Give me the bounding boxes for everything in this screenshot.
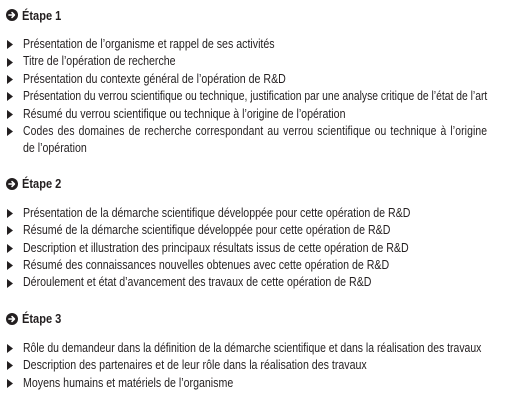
triangle-bullet-icon (6, 240, 23, 257)
list-item (6, 71, 517, 88)
list-item (6, 240, 517, 257)
step-2-title: Étape 2 (22, 176, 62, 192)
circle-arrow-right-icon (6, 9, 18, 21)
triangle-bullet-icon (6, 71, 23, 88)
list-item-text: Résumé de la démarche scientifique développée pour cette opération de R&D (23, 223, 391, 238)
triangle-bullet-icon (6, 375, 23, 392)
triangle-bullet-icon (6, 123, 23, 140)
list-item (6, 106, 517, 123)
step-1-title: Étape 1 (22, 7, 62, 23)
step-3-heading (6, 310, 517, 328)
list-item-text: Présentation de l’organisme et rappel de ses activités (23, 37, 275, 51)
triangle-bullet-icon (6, 340, 23, 357)
list-item (6, 205, 517, 222)
list-item (6, 357, 517, 374)
list-item (6, 274, 517, 291)
list-item-text: Présentation de la démarche scientifique développée pour cette opération de R&D (23, 205, 411, 220)
list-item-text: Présentation du contexte général de l’opération de R&D (23, 71, 286, 86)
list-item (6, 375, 517, 392)
list-item (6, 36, 517, 53)
list-item-text-line-1: Codes des domaines de recherche correspondant au verrou scientifique ou technique à l’origine (23, 124, 488, 139)
triangle-bullet-icon (6, 257, 23, 274)
list-item (6, 88, 517, 105)
triangle-bullet-icon (6, 53, 23, 70)
step-1-list (6, 36, 517, 158)
list-item-text: Description des partenaires et de leur rôle dans la réalisation des travaux (23, 358, 367, 373)
circle-arrow-right-icon (6, 178, 18, 190)
step-1-heading (6, 6, 517, 24)
step-3-title: Étape 3 (22, 311, 62, 327)
triangle-bullet-icon (6, 274, 23, 291)
list-item-text-line-2: de l’opération (23, 141, 87, 156)
triangle-bullet-icon (6, 88, 23, 105)
list-item-text: Déroulement et état d’avancement des travaux de cette opération de R&D (23, 275, 372, 290)
list-item-text: Présentation du verrou scientifique ou technique, justification par une analyse critique de l’état de l’art (23, 89, 488, 104)
step-2-section (6, 175, 517, 292)
circle-arrow-right-icon (6, 313, 18, 325)
list-item-text: Résumé des connaissances nouvelles obtenues avec cette opération de R&D (23, 258, 390, 273)
triangle-bullet-icon (6, 205, 23, 222)
list-item-text: Titre de l’opération de recherche (23, 54, 176, 69)
triangle-bullet-icon (6, 36, 23, 53)
step-3-list (6, 340, 517, 392)
list-item (6, 340, 517, 357)
step-1-section (6, 6, 517, 158)
list-item (6, 257, 517, 274)
step-3-section (6, 310, 517, 392)
list-item (6, 123, 517, 158)
triangle-bullet-icon (6, 357, 23, 374)
list-item (6, 222, 517, 239)
list-item-text: Rôle du demandeur dans la définition de la démarche scientifique et dans la réalisation des travaux (23, 340, 482, 355)
triangle-bullet-icon (6, 106, 23, 123)
list-item (6, 53, 517, 70)
list-item-text: Moyens humains et matériels de l’organisme (23, 375, 234, 390)
list-item-text: Description et illustration des principaux résultats issus de cette opération de R&D (23, 240, 409, 255)
list-item-text: Résumé du verrou scientifique ou technique à l’origine de l’opération (23, 106, 346, 121)
triangle-bullet-icon (6, 222, 23, 239)
step-2-heading (6, 175, 517, 193)
step-2-list (6, 205, 517, 292)
